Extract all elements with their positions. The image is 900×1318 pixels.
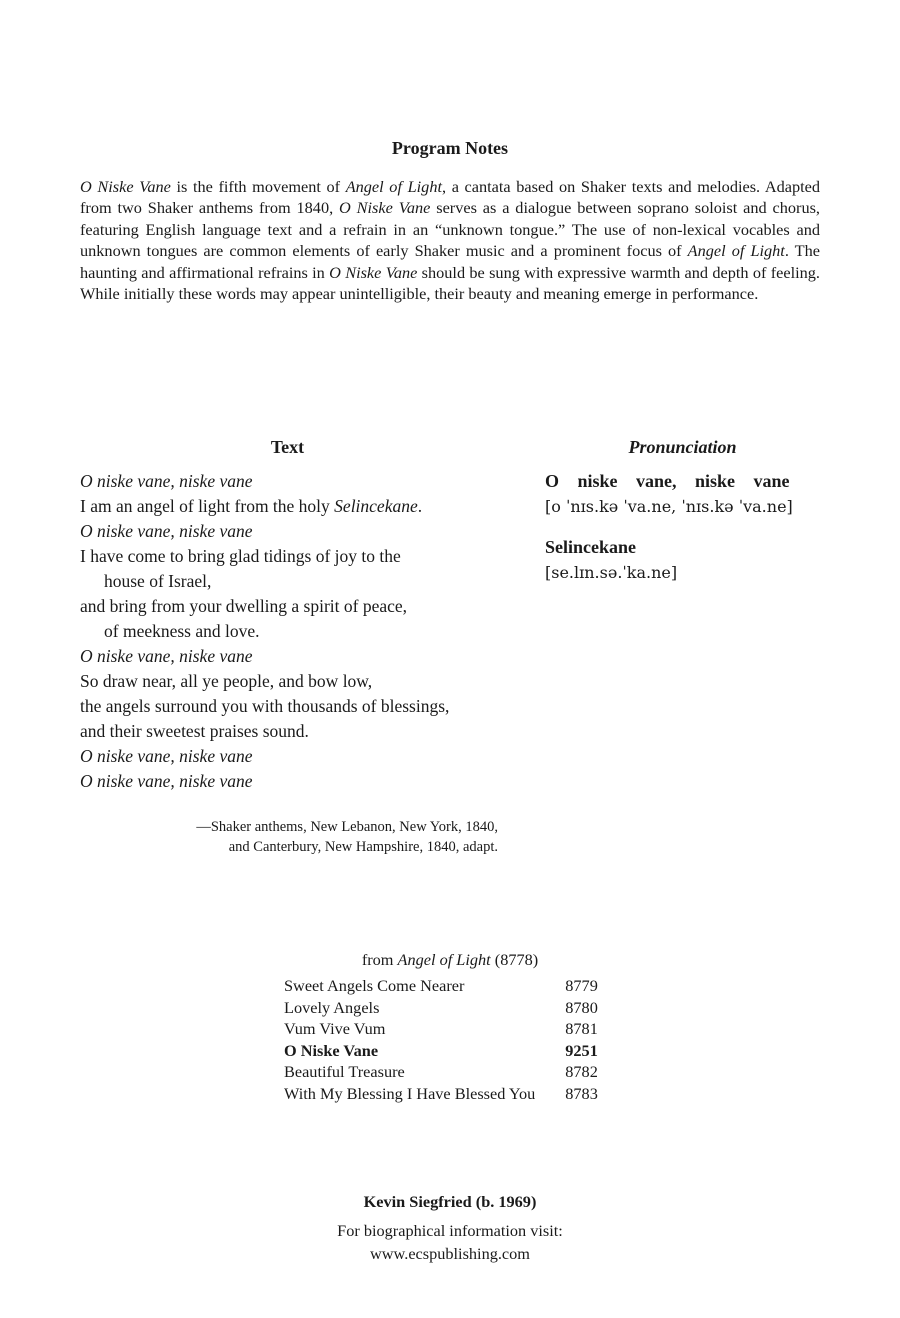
- composer-name: Kevin Siegfried (b. 1969): [363, 1192, 537, 1211]
- series-item-number: 8781: [565, 1019, 598, 1038]
- text-attribution: [120, 817, 498, 857]
- series-list: [284, 975, 598, 1104]
- text-heading: Text: [270, 437, 305, 457]
- notes-text: serves as a dialogue between soprano soloist and chorus, featuring English language text and a refrain in an “unknown tongue.” The use of non-lexical vocables and unknown tongues are common elements of early Shaker music and a prominent focus of: [80, 198, 821, 261]
- poem-line: [80, 594, 520, 619]
- series-item-title: Vum Vive Vum: [284, 1019, 386, 1038]
- series-item-number: 9251: [565, 1040, 598, 1060]
- poem-line: [80, 719, 520, 744]
- series-from-prefix: from: [361, 950, 398, 969]
- series-item: [284, 1018, 598, 1040]
- notes-text: , a cantata based on Shaker texts and melodies. Adapted from two Shaker anthems from 1840,: [80, 177, 820, 218]
- series-item-title: Lovely Angels: [284, 997, 380, 1017]
- pronunciation-word: Selincekane: [545, 537, 637, 557]
- poem-text-run: the angels surround you with thousands of blessings,: [80, 696, 450, 716]
- poem-text-run: I am an angel of light from the holy: [80, 496, 335, 516]
- poem-text: [80, 469, 520, 794]
- poem-line: [80, 694, 520, 719]
- pronunciation-ipa: [o ˈnɪs.kə ˈva.ne, ˈnɪs.kə ˈva.ne]: [545, 497, 793, 516]
- poem-line: O niske vane, niske vane: [80, 471, 253, 491]
- series-cantata-title: Angel of Light: [397, 950, 491, 969]
- attribution-line: and Canterbury, New Hampshire, 1840, adapt.: [228, 839, 498, 855]
- poem-line: [80, 619, 520, 644]
- series-item-title: O Niske Vane: [284, 1040, 379, 1060]
- poem-text-run: I have come to bring glad tidings of joy to the: [80, 546, 401, 566]
- series-item: [284, 997, 598, 1019]
- poem-text-run: house of Israel,: [104, 571, 212, 591]
- poem-text-run: and their sweetest praises sound.: [80, 721, 309, 741]
- poem-line: [80, 494, 520, 519]
- series-item-title: Sweet Angels Come Nearer: [284, 976, 465, 995]
- series-item-number: 8783: [565, 1083, 598, 1103]
- series-item: [284, 1061, 598, 1083]
- series-item-title: With My Blessing I Have Blessed You: [284, 1083, 536, 1103]
- series-item: [284, 1040, 598, 1062]
- work-title: O Niske Vane: [339, 198, 431, 218]
- series-item: [284, 975, 598, 997]
- attribution-line: —Shaker anthems, New Lebanon, New York, 1840,: [196, 819, 498, 835]
- composer-info: [0, 1190, 900, 1265]
- poem-text-run: of meekness and love.: [104, 621, 260, 641]
- work-title: O Niske Vane: [80, 177, 171, 196]
- program-notes-title: Program Notes: [391, 138, 509, 158]
- poem-line: O niske vane, niske vane: [80, 771, 253, 791]
- pronunciation-heading: Pronunciation: [628, 437, 737, 457]
- pronunciation-word: O niske vane, niske vane: [545, 471, 790, 491]
- poem-line: [80, 669, 520, 694]
- notes-text: should be sung with expressive warmth and depth of feeling. While initially these words may appear unintelligible, their beauty and meaning emerge in performance.: [80, 262, 820, 304]
- poem-text-run: .: [417, 496, 423, 516]
- series-item: [284, 1083, 598, 1105]
- pronunciation-ipa: [se.lɪn.sə.ˈka.ne]: [545, 563, 678, 582]
- publisher-website: www.ecspublishing.com: [370, 1244, 530, 1263]
- program-notes-paragraph: [80, 176, 820, 304]
- poem-emphasis: Selincekane: [334, 496, 418, 516]
- poem-line: [80, 544, 520, 569]
- series-source: [0, 950, 900, 970]
- poem-text-run: So draw near, all ye people, and bow low,: [80, 671, 373, 691]
- work-title: O Niske Vane: [329, 262, 418, 282]
- poem-text-run: and bring from your dwelling a spirit of peace,: [80, 596, 408, 616]
- pronunciation-list: [545, 469, 820, 585]
- notes-text: . The haunting and affirmational refrains in: [80, 241, 820, 282]
- notes-text: is the fifth movement of: [170, 177, 346, 196]
- poem-line: O niske vane, niske vane: [80, 646, 253, 666]
- series-item-number: 8782: [565, 1062, 598, 1081]
- series-item-number: 8780: [565, 997, 598, 1017]
- series-item-title: Beautiful Treasure: [284, 1062, 405, 1081]
- bio-line: For biographical information visit:: [337, 1221, 563, 1240]
- poem-line: O niske vane, niske vane: [80, 746, 253, 766]
- poem-line: O niske vane, niske vane: [80, 521, 253, 541]
- series-cantata-number: (8778): [490, 950, 539, 969]
- work-title: Angel of Light: [345, 177, 442, 196]
- poem-line: [80, 569, 520, 594]
- series-item-number: 8779: [565, 976, 598, 995]
- work-title: Angel of Light: [687, 241, 785, 261]
